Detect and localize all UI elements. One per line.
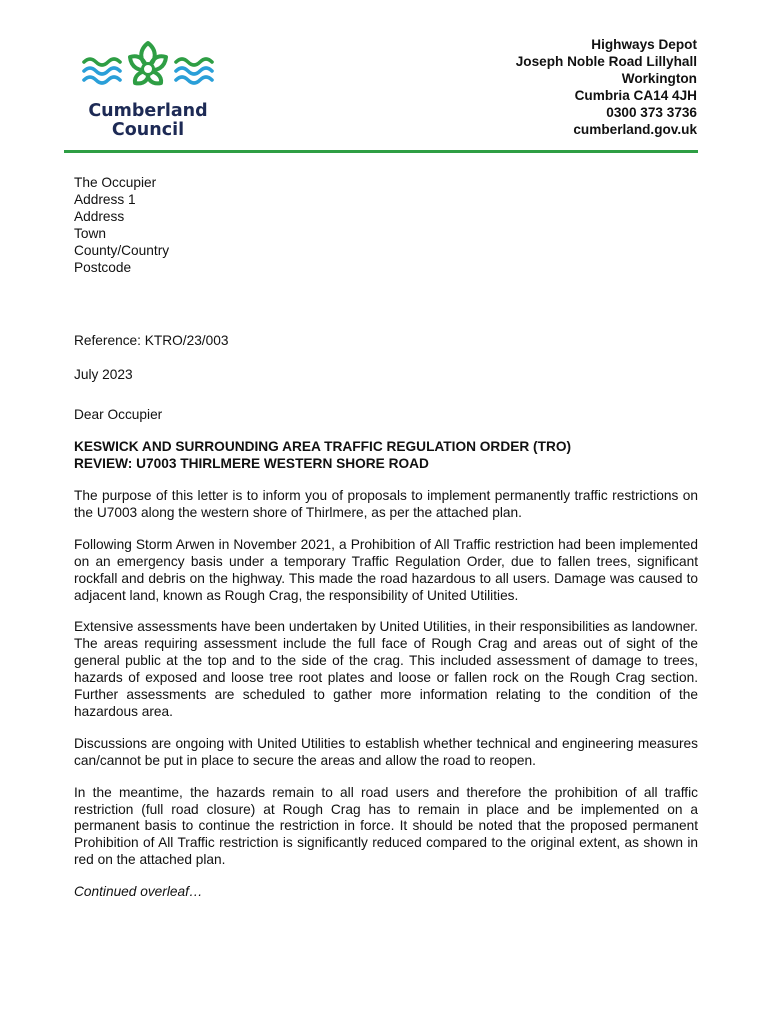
letter-heading	[74, 439, 698, 473]
body-paragraph: The purpose of this letter is to inform you of proposals to implement permanently traffic restrictions on the U7003 along the western shore of Thirlmere, as per the attached plan.	[74, 487, 698, 520]
sender-address	[516, 36, 697, 138]
recipient-line: Postcode	[74, 259, 132, 275]
salutation: Dear Occupier	[74, 407, 163, 423]
reference-number: Reference: KTRO/23/003	[74, 333, 229, 349]
sender-phone: 0300 373 3736	[606, 105, 697, 120]
recipient-address	[74, 175, 698, 276]
sender-street: Joseph Noble Road Lillyhall	[515, 54, 697, 69]
recipient-line: Address 1	[74, 191, 136, 207]
body-paragraph: Following Storm Arwen in November 2021, a Prohibition of All Traffic restriction had been implemented on an emergency basis under a temporary Traffic Regulation Order, due to fallen trees, significant rockfall and debris on the highway. This made the road hazardous to all users. Damage was caused to adjacent land, known as Rough Crag, the responsibility of United Utilities.	[74, 536, 698, 603]
letter-date: July 2023	[74, 367, 133, 383]
logo-line-1: Cumberland	[88, 101, 208, 121]
logo-wordmark	[78, 102, 218, 140]
recipient-line: The Occupier	[74, 175, 157, 190]
heading-line-2: REVIEW: U7003 THIRLMERE WESTERN SHORE ROAD	[74, 456, 429, 472]
sender-town: Workington	[621, 71, 697, 86]
logo-line-2: Council	[111, 120, 185, 140]
body-paragraph: Discussions are ongoing with United Utilities to establish whether technical and engineering measures can/cannot be put in place to secure the areas and allow the road to reopen.	[74, 735, 698, 768]
recipient-line: Town	[74, 225, 106, 241]
flower-waves-logo-icon	[78, 40, 218, 102]
letter-body	[74, 175, 698, 901]
sender-website: cumberland.gov.uk	[573, 122, 697, 137]
heading-line-1: KESWICK AND SURROUNDING AREA TRAFFIC REGULATION ORDER (TRO)	[74, 439, 572, 455]
sender-county-postcode: Cumbria CA14 4JH	[574, 88, 697, 103]
body-paragraph: Extensive assessments have been undertaken by United Utilities, in their responsibilities as landowner. The areas requiring assessment include the full face of Rough Crag and areas out of sight of the general public at the top and to the side of the crag. This included assessment of damage to trees, hazards of exposed and loose tree root plates and loose or fallen rock on the Rough Crag section. Further assessments are scheduled to gather more information relating to the condition of the hazardous area.	[74, 619, 698, 719]
header-divider	[64, 150, 698, 153]
recipient-line: County/Country	[74, 242, 170, 258]
sender-name: Highways Depot	[591, 37, 697, 52]
recipient-line: Address	[74, 208, 125, 224]
body-paragraph: In the meantime, the hazards remain to all road users and therefore the prohibition of all traffic restriction (full road closure) at Rough Crag has to remain in place and be implemented on a permanent basis to continue the restriction in force. It should be noted that the proposed permanent Prohibition of All Traffic restriction is significantly reduced compared to the original extent, as shown in red on the attached plan.	[74, 784, 698, 868]
continued-overleaf-note: Continued overleaf…	[74, 884, 203, 900]
council-logo	[78, 40, 218, 146]
